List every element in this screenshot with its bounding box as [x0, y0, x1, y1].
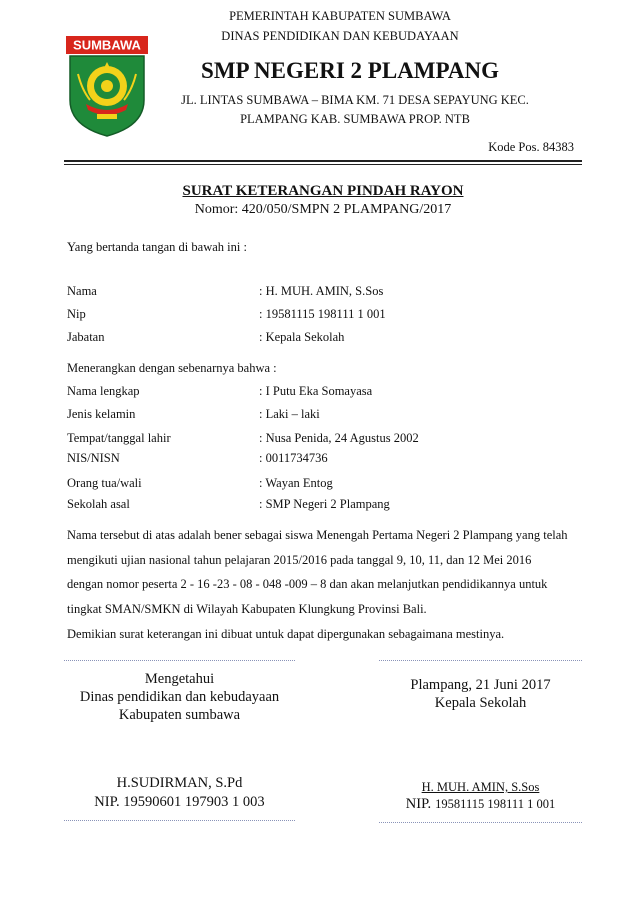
place-and-date: Plampang, 21 Juni 2017	[410, 677, 551, 693]
student-field-value: : 0011734736	[259, 451, 328, 465]
body-line: dengan nomor peserta 2 - 16 -23 - 08 - 048 -009 – 8 dan akan melanjutkan pendidikannya untuk	[67, 577, 548, 591]
student-field-label: Nama lengkap	[67, 384, 140, 398]
signer-field-value: : Kepala Sekolah	[259, 330, 345, 344]
signatory-position: Kepala Sekolah	[434, 695, 527, 711]
signer-field-label: Nama	[67, 284, 97, 298]
body-line: Nama tersebut di atas adalah bener sebagai siswa Menengah Pertama Negeri 2 Plampang yang telah	[67, 528, 568, 542]
acknowledging-office: Dinas pendidikan dan kebudayaan	[79, 689, 280, 705]
letterhead-address-line-1: JL. LINTAS SUMBAWA – BIMA KM. 71 DESA SEPAYUNG KEC.	[181, 93, 529, 107]
signature-divider	[64, 820, 295, 821]
student-field-label: Sekolah asal	[67, 497, 130, 511]
intro-text: Yang bertanda tangan di bawah ini :	[67, 240, 247, 254]
letterhead-rule-thick	[64, 160, 582, 162]
signer-field-label: Nip	[67, 307, 86, 321]
letterhead-rule-thin	[64, 164, 582, 165]
student-field-value: : SMP Negeri 2 Plampang	[259, 497, 390, 511]
student-field-value: : Laki – laki	[259, 407, 320, 421]
student-field-value: : I Putu Eka Somayasa	[259, 384, 373, 398]
student-field-label: Jenis kelamin	[67, 407, 136, 421]
signature-divider	[379, 660, 582, 661]
right-signatory-nip	[379, 795, 582, 813]
student-field-value: : Wayan Entog	[259, 476, 333, 490]
letterhead-government: PEMERINTAH KABUPATEN SUMBAWA	[229, 9, 451, 23]
student-field-label: NIS/NISN	[67, 451, 120, 465]
student-field-value: : Nusa Penida, 24 Agustus 2002	[259, 431, 419, 445]
signature-divider	[379, 822, 582, 823]
right-signatory-name: H. MUH. AMIN, S.Sos	[421, 780, 540, 794]
signer-field-value: : 19581115 198111 1 001	[259, 307, 386, 321]
letterhead-department: DINAS PENDIDIKAN DAN KEBUDAYAAN	[221, 29, 459, 43]
left-signatory-nip: NIP. 19590601 197903 1 003	[94, 794, 265, 810]
letter-number: Nomor: 420/050/SMPN 2 PLAMPANG/2017	[194, 202, 452, 217]
signer-field-label: Jabatan	[67, 330, 105, 344]
statement-text: Menerangkan dengan sebenarnya bahwa :	[67, 361, 277, 375]
acknowledged-label: Mengetahui	[144, 671, 215, 687]
sumbawa-regency-emblem	[64, 34, 150, 138]
letterhead-school-name: SMP NEGERI 2 PLAMPANG	[201, 58, 499, 83]
closing-text: Demikian surat keterangan ini dibuat untuk dapat dipergunakan sebagaimana mestinya.	[67, 627, 505, 641]
body-line: mengikuti ujian nasional tahun pelajaran 2015/2016 pada tanggal 9, 10, 11, dan 12 Mei 2016	[67, 553, 532, 567]
acknowledging-regency: Kabupaten sumbawa	[118, 707, 241, 723]
nip-prefix: NIP.	[405, 796, 432, 812]
signature-divider	[64, 660, 295, 661]
letter-title: SURAT KETERANGAN PINDAH RAYON	[182, 183, 464, 199]
postal-code: Kode Pos. 84383	[488, 140, 574, 154]
student-field-label: Tempat/tanggal lahir	[67, 431, 171, 445]
signer-field-value: : H. MUH. AMIN, S.Sos	[259, 284, 384, 298]
letterhead-address-line-2: PLAMPANG KAB. SUMBAWA PROP. NTB	[240, 112, 470, 126]
student-field-label: Orang tua/wali	[67, 476, 142, 490]
nip-value: 19581115 198111 1 001	[435, 797, 556, 811]
left-signatory-name: H.SUDIRMAN, S.Pd	[116, 775, 243, 791]
body-line: tingkat SMAN/SMKN di Wilayah Kabupaten Klungkung Provinsi Bali.	[67, 602, 427, 616]
svg-text:SUMBAWA: SUMBAWA	[73, 37, 141, 53]
